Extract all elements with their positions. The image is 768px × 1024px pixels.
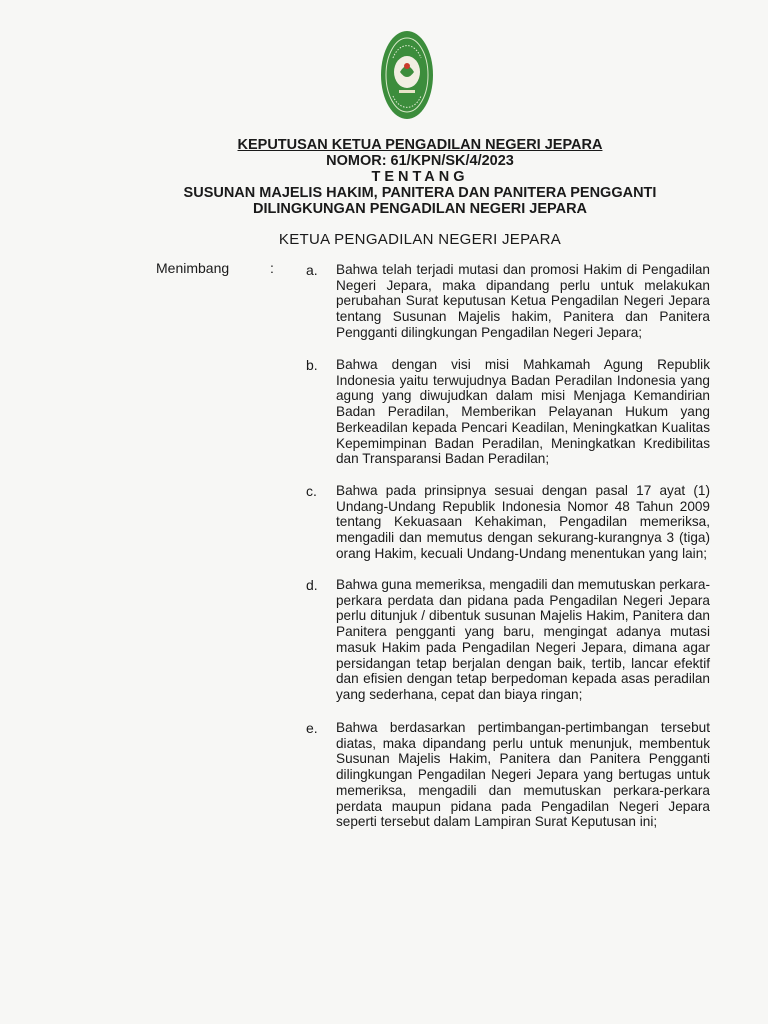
item-text: Bahwa telah terjadi mutasi dan promosi Hakim di Pengadilan Negeri Jepara, maka dipandang perlu untuk melakukan perubahan Surat keputusan Ketua Pengadilan Negeri Jepara tentang Susunan Majelis hakim, Panitera dan Panitera Pengganti dilingkungan Pengadilan Negeri Jepara;: [336, 262, 710, 340]
item-text: Bahwa pada prinsipnya sesuai dengan pasal 17 ayat (1) Undang-Undang Republik Indonesia Nomor 48 Tahun 2009 tentang Kekuasaan Kehakiman, Pengadilan memeriksa, mengadili dan memutus dengan sekurang-kurangnya 3 (tiga) orang Hakim, kecuali Undang-Undang menentukan yang lain;: [336, 483, 710, 561]
item-letter: b.: [306, 357, 318, 373]
considering-label: Menimbang: [156, 260, 230, 276]
tentang-label: TENTANG: [371, 169, 469, 185]
decree-title: KEPUTUSAN KETUA PENGADILAN NEGERI JEPARA: [237, 137, 603, 153]
decree-number: NOMOR: 61/KPN/SK/4/2023: [326, 153, 514, 169]
item-letter: c.: [306, 483, 317, 499]
item-text: Bahwa guna memeriksa, mengadili dan memutuskan perkara-perkara perdata dan pidana pada Pengadilan Negeri Jepara perlu ditunjuk / dibentuk susunan Majelis Hakim, Panitera dan Panitera pengganti yang baru, mengingat adanya mutasi masuk Hakim pada Pengadilan Negeri Jepara, dimana agar persidangan tetap berjalan dengan baik, tertib, lancar efektif dan efisien dengan tetap berpedoman kepada asas peradilan yang sederhana, cepat dan biaya ringan;: [336, 577, 711, 702]
item-letter: e.: [306, 720, 318, 736]
item-letter: d.: [306, 577, 318, 593]
considering-colon: :: [270, 260, 274, 276]
subject-line-1: SUSUNAN MAJELIS HAKIM, PANITERA DAN PANITERA PENGGANTI: [183, 185, 657, 201]
item-text: Bahwa dengan visi misi Mahkamah Agung Republik Indonesia yaitu terwujudnya Badan Peradilan Indonesia yang agung yang diwujudkan dalam misi Menjaga Kemandirian Badan Peradilan, Memberikan Pelayanan Hukum yang Berkeadilan kepada Pencari Keadilan, Meningkatkan Kualitas Kepemimpinan Badan Peradilan, Meningkatkan Kredibilitas dan Transparansi Badan Peradilan;: [336, 357, 710, 467]
subject-line-2: DILINGKUNGAN PENGADILAN NEGERI JEPARA: [252, 201, 588, 217]
item-text: Bahwa berdasarkan pertimbangan-pertimbangan tersebut diatas, maka dipandang perlu untuk menunjuk, membentuk Susunan Majelis Hakim, Panitera dan Panitera Pengganti dilingkungan Pengadilan Negeri Jepara yang bertugas untuk memeriksa, mengadili dan memutuskan perkara-perkara perdata maupun pidana pada Pengadilan Negeri Jepara seperti tersebut dalam Lampiran Surat Keputusan ini;: [336, 720, 710, 830]
court-seal-icon: [380, 30, 434, 120]
item-letter: a.: [306, 262, 318, 278]
issuer-heading: KETUA PENGADILAN NEGERI JEPARA: [278, 231, 562, 248]
